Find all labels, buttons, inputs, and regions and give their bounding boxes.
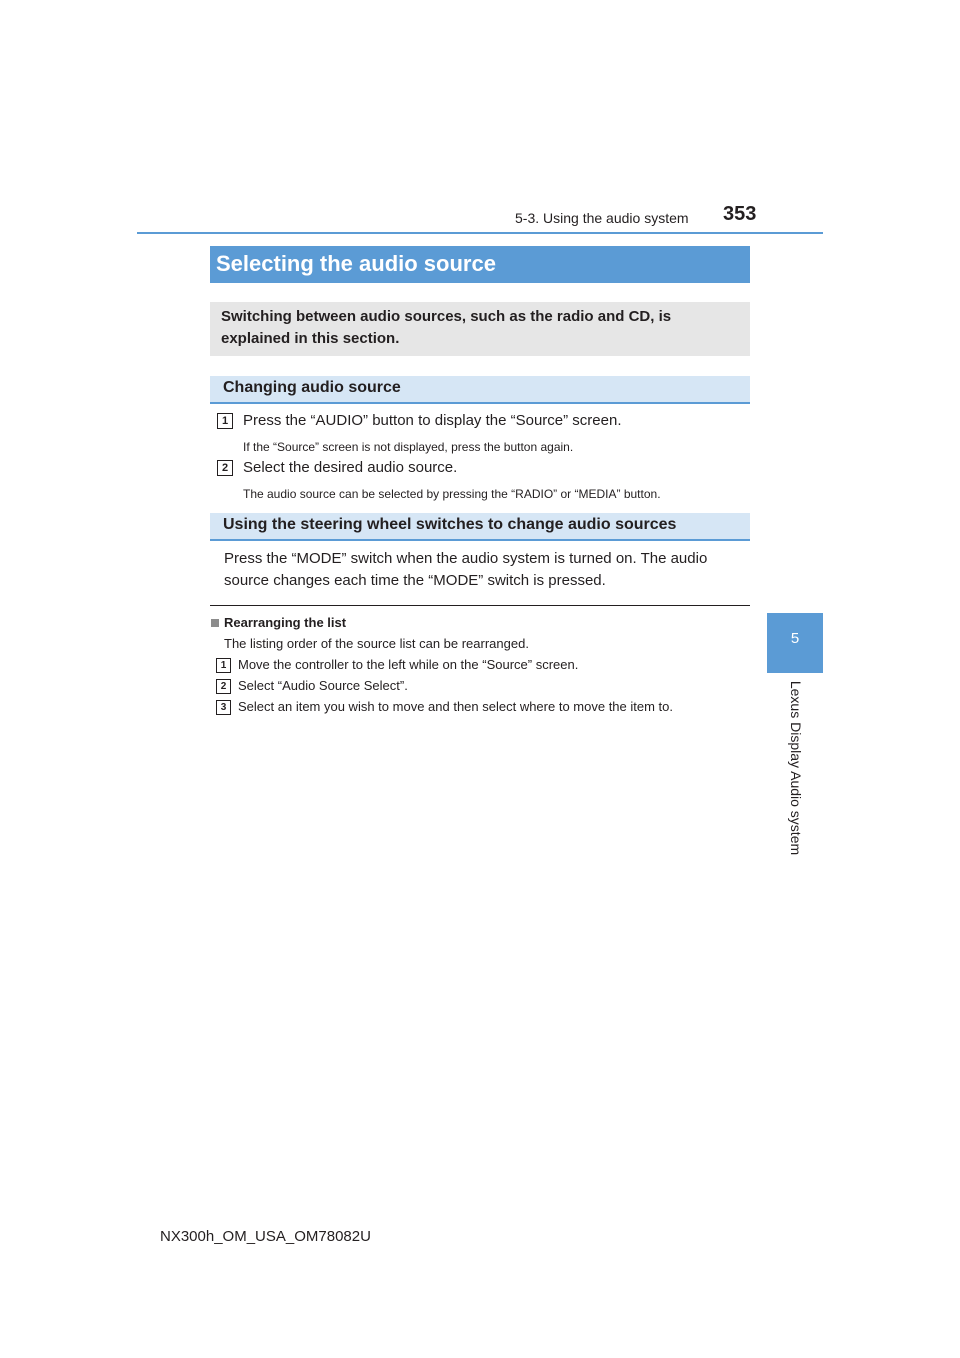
page-number: 353 — [723, 203, 757, 225]
step-note-1: If the “Source” screen is not displayed, press the button again. — [243, 440, 574, 454]
section-title: Selecting the audio source — [216, 251, 496, 276]
step-note-2: The audio source can be selected by pressing the “RADIO” or “MEDIA” button. — [243, 487, 661, 501]
rearrange-step-number-2: 2 — [216, 679, 231, 694]
chapter-label-text: Lexus Display Audio system — [788, 680, 804, 856]
rearrange-intro: The listing order of the source list can be rearranged. — [224, 636, 529, 651]
intro-text: Switching between audio sources, such as the radio and CD, is explained in this section. — [221, 308, 672, 347]
intro-box — [210, 302, 750, 356]
rearrange-step-number-3: 3 — [216, 700, 231, 715]
rearrange-heading: Rearranging the list — [224, 615, 347, 630]
subheading-steering-switches-text: Using the steering wheel switches to change audio sources — [223, 516, 677, 533]
header-section-title: 5-3. Using the audio system — [515, 210, 689, 226]
rearrange-step-text-2: Select “Audio Source Select”. — [238, 678, 408, 693]
step-text-1: Press the “AUDIO” button to display the “Source” screen. — [243, 412, 622, 429]
chapter-tab: 5 — [767, 613, 823, 673]
document-code: NX300h_OM_USA_OM78082U — [160, 1228, 371, 1245]
rearrange-step-number-1: 1 — [216, 658, 231, 673]
header-rule — [137, 232, 823, 234]
subheading-changing-source-text: Changing audio source — [223, 379, 401, 396]
subheading-changing-source — [210, 376, 750, 404]
rearrange-step-text-3: Select an item you wish to move and then select where to move the item to. — [238, 699, 673, 714]
bullet-square-icon — [211, 619, 219, 627]
subheading-steering-switches — [210, 513, 750, 541]
step-number-1: 1 — [217, 413, 233, 429]
separator-line — [210, 605, 750, 606]
step-number-2: 2 — [217, 460, 233, 476]
steering-paragraph: Press the “MODE” switch when the audio system is turned on. The audio source changes each time the “MODE” switch is pressed. — [224, 550, 708, 589]
rearrange-step-text-1: Move the controller to the left while on the “Source” screen. — [238, 657, 579, 672]
step-text-2: Select the desired audio source. — [243, 459, 458, 476]
section-title-bar — [210, 246, 750, 283]
